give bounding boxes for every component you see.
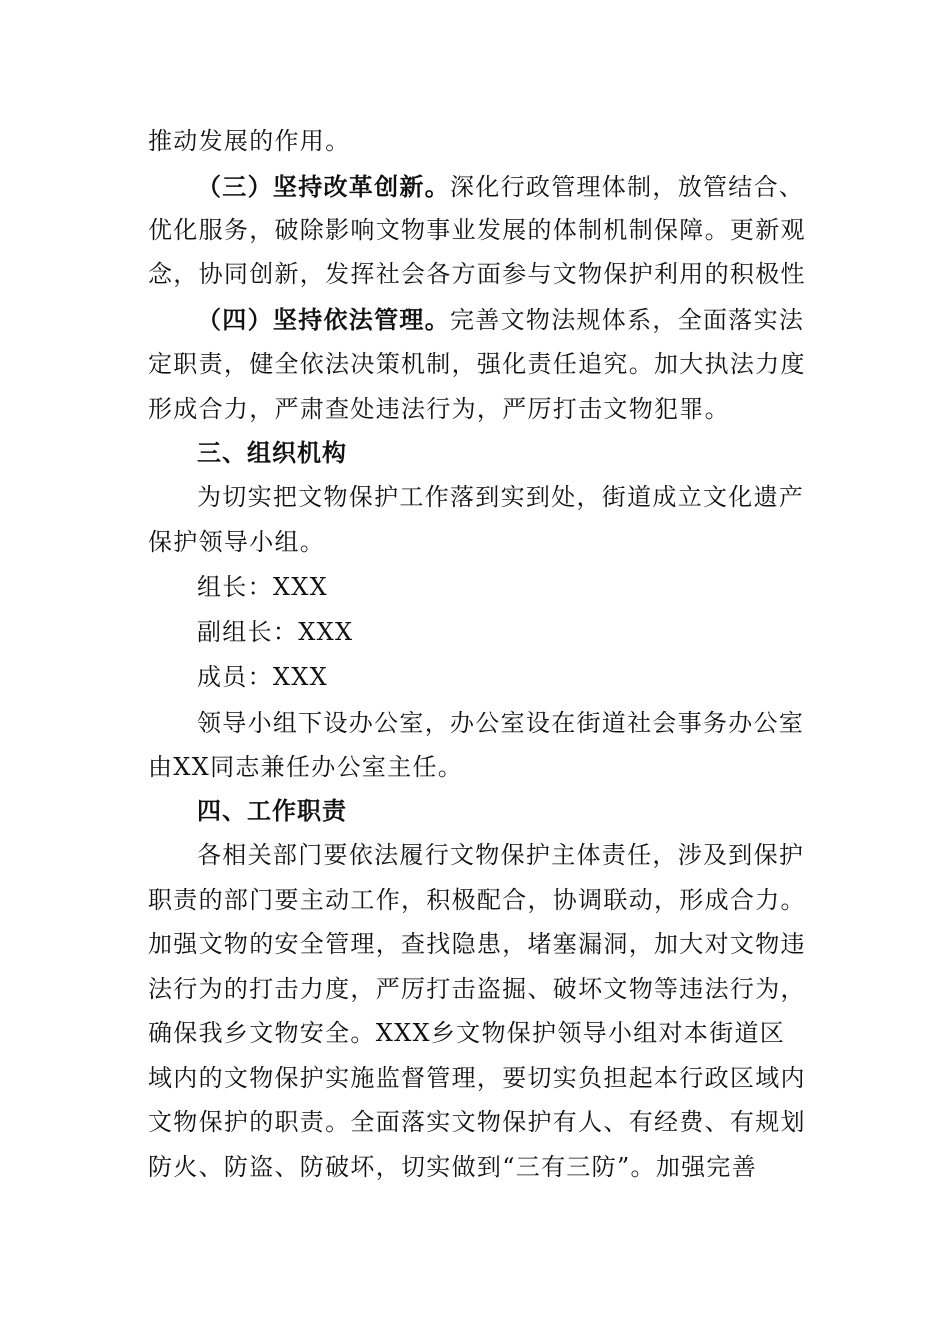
body-text-line: 法行为的打击力度，严厉打击盗掘、破坏文物等违法行为， xyxy=(148,975,806,1003)
group-leader-line: 组长：XXX xyxy=(197,573,329,601)
body-text-line: 为切实把文物保护工作落到实到处，街道成立文化遗产 xyxy=(197,483,805,511)
body-text-line: 念，协同创新，发挥社会各方面参与文物保护利用的积极性 xyxy=(148,260,806,288)
body-text-line: 优化服务，破除影响文物事业发展的体制机制保障。更新观 xyxy=(148,216,806,244)
body-text-line: 职责的部门要主动工作，积极配合，协调联动，形成合力。 xyxy=(148,886,806,914)
body-text-line: 领导小组下设办公室，办公室设在街道社会事务办公室 xyxy=(197,709,805,737)
body-text-line: 加强文物的安全管理，查找隐患，堵塞漏洞，加大对文物违 xyxy=(148,930,806,958)
members-line: 成员：XXX xyxy=(197,663,329,691)
principle-heading: （四）坚持依法管理。 xyxy=(197,305,450,334)
principle-paragraph-line xyxy=(197,172,804,202)
body-text-line: 由XX同志兼任办公室主任。 xyxy=(148,753,464,781)
body-text-line: 保护领导小组。 xyxy=(148,528,326,556)
body-text-line: 推动发展的作用。 xyxy=(148,127,351,155)
body-text-line: 定职责，健全依法决策机制，强化责任追究。加大执法力度 xyxy=(148,350,806,378)
body-text-line: 确保我乡文物安全。XXX乡文物保护领导小组对本街道区 xyxy=(148,1019,786,1047)
principle-text: 完善文物法规体系，全面落实法 xyxy=(450,306,805,334)
body-text-line: 文物保护的职责。全面落实文物保护有人、有经费、有规划 xyxy=(148,1108,806,1136)
section-heading: 三、组织机构 xyxy=(197,439,347,467)
body-text-line: 形成合力，严肃查处违法行为，严厉打击文物犯罪。 xyxy=(148,395,730,423)
deputy-leader-line: 副组长：XXX xyxy=(197,618,354,646)
section-heading: 四、工作职责 xyxy=(197,797,347,825)
principle-paragraph-line xyxy=(197,305,804,335)
body-text-line: 防火、防盗、防破坏，切实做到“三有三防”。加强完善 xyxy=(148,1153,758,1181)
principle-heading: （三）坚持改革创新。 xyxy=(197,172,450,201)
body-text-line: 各相关部门要依法履行文物保护主体责任，涉及到保护 xyxy=(197,841,805,869)
body-text-line: 域内的文物保护实施监督管理，要切实负担起本行政区域内 xyxy=(148,1064,806,1092)
principle-text: 深化行政管理体制，放管结合、 xyxy=(450,173,805,201)
